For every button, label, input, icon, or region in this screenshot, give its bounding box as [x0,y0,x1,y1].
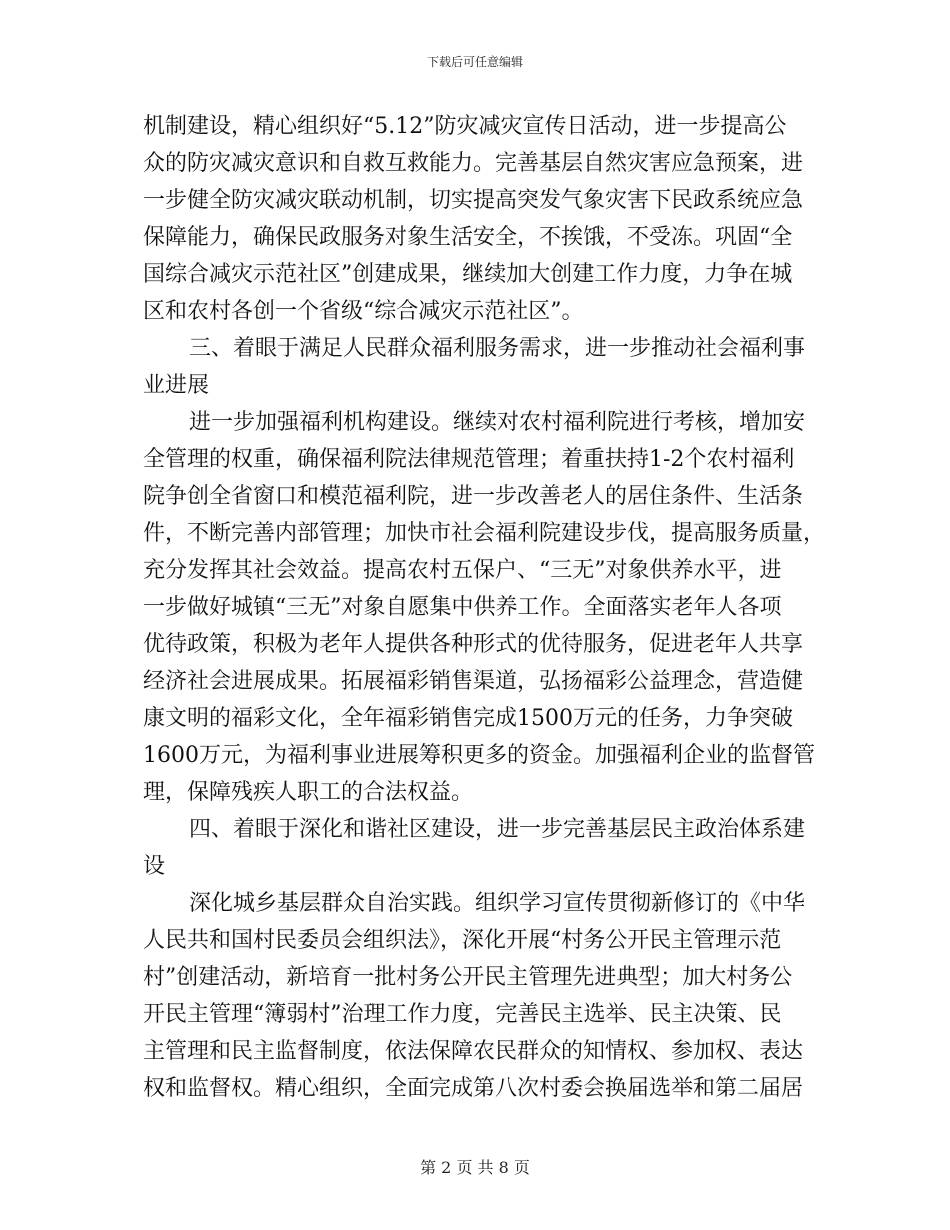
text-line: 经济社会进展成果。拓展福彩销售渠道，弘扬福彩公益理念，营造健 [143,669,804,694]
body-text [143,108,826,1107]
page-header: 下载后可任意编辑 [426,55,523,69]
text-line: 权和监督权。精心组织，全面完成第八次村委会换届选举和第二届居 [143,1076,804,1101]
section-heading-continued: 设 [143,854,166,879]
text-line: 充分发挥其社会效益。提高农村五保户、“三无”对象供养水平，进 [143,558,782,583]
text-line: 深化城乡基层群众自治实践。组织学习宣传贯彻新修订的《中华 [189,891,806,916]
text-line: 件，不断完善内部管理；加快市社会福利院建设步伐，提高服务质量， [143,521,826,546]
section-heading: 四、着眼于深化和谐社区建设，进一步完善基层民主政治体系建 [189,817,806,842]
text-line: 区和农村各创一个省级“综合减灾示范社区”。 [143,299,584,324]
text-line: 院争创全省窗口和模范福利院，进一步改善老人的居住条件、生活条 [143,484,804,509]
text-line: 理，保障残疾人职工的合法权益。 [143,780,474,805]
section-heading-continued: 业进展 [143,373,210,398]
text-line: 优待政策，积极为老年人提供各种形式的优待服务，促进老年人共享 [143,632,804,657]
text-line: 村”创建活动，新培育一批村务公开民主管理先进典型；加大村务公 [143,965,793,990]
text-line: 众的防灾减灾意识和自救互救能力。完善基层自然灾害应急预案，进 [143,151,804,176]
section-heading: 三、着眼于满足人民群众福利服务需求，进一步推动社会福利事 [189,336,806,361]
text-line: 1600万元，为福利事业进展筹积更多的资金。加强福利企业的监督管 [143,743,815,768]
text-line: 保障能力，确保民政服务对象生活安全，不挨饿，不受冻。巩固“全 [143,225,793,250]
text-line: 国综合减灾示范社区”创建成果，继续加大创建工作力度，力争在城 [143,262,793,287]
text-line: 主管理和民主监督制度，依法保障农民群众的知情权、参加权、表达 [143,1039,804,1064]
text-line: 全管理的权重，确保福利院法律规范管理；着重扶持1-2个农村福利 [143,447,795,472]
text-line: 一步健全防灾减灾联动机制，切实提高突发气象灾害下民政系统应急 [143,188,804,213]
page-footer: 第 2 页 共 8 页 [420,1158,530,1177]
text-line: 开民主管理“簿弱村”治理工作力度，完善民主选举、民主决策、民 [143,1002,782,1027]
text-line: 进一步加强福利机构建设。继续对农村福利院进行考核，增加安 [189,410,806,435]
text-line: 一步做好城镇“三无”对象自愿集中供养工作。全面落实老年人各项 [143,595,782,620]
text-line: 人民共和国村民委员会组织法》，深化开展“村务公开民主管理示范 [143,928,782,953]
text-line: 康文明的福彩文化，全年福彩销售完成1500万元的任务，力争突破 [143,706,793,731]
text-line: 机制建设，精心组织好“5.12”防灾减灾宣传日活动，进一步提高公 [143,114,787,139]
